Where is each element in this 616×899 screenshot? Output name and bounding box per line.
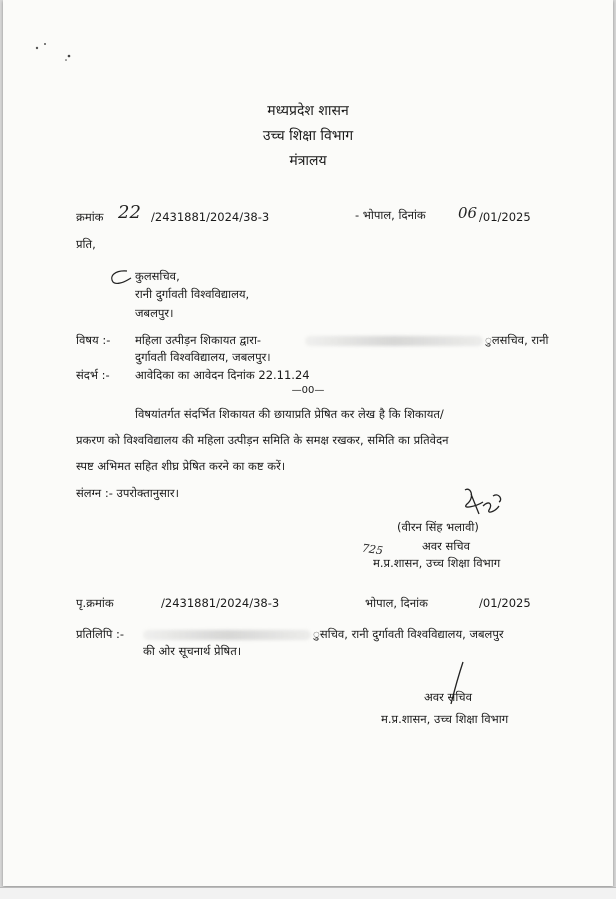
enclosure: संलग्न :- उपरोक्तानुसार।: [76, 486, 179, 500]
initial-mark: 725: [361, 541, 384, 558]
document-page: [3, 0, 613, 886]
ref-label: क्रमांक: [76, 210, 104, 224]
subject-line2: दुर्गावती विश्वविद्यालय, जबलपुर।: [135, 350, 271, 364]
prati-label: प्रति,: [76, 237, 96, 251]
page-bottom-edge: [0, 887, 616, 899]
signatory-designation: अवर सचिव: [422, 539, 470, 553]
endorsement-label: पृ.क्रमांक: [76, 596, 114, 610]
separator: —00—: [291, 385, 325, 396]
copy-line2: की ओर सूचनार्थ प्रेषित।: [143, 644, 242, 658]
signatory2-office: म.प्र.शासन, उच्च शिक्षा विभाग: [381, 712, 509, 726]
copy-label: प्रतिलिपि :-: [76, 627, 125, 641]
addressee: कुलसचिव,: [135, 269, 180, 283]
body-line3: स्पष्ट अभिमत सहित शीघ्र प्रेषित करने का कष्ट करें।: [76, 459, 286, 473]
ref-date-handwritten: 06: [458, 204, 478, 222]
endorsement-date: /01/2025: [479, 596, 531, 610]
signatory-name: (वीरन सिंह भलावी): [397, 520, 479, 534]
pen-mark: [107, 268, 137, 288]
subject-line1-start: महिला उत्पीड़न शिकायत द्वारा-: [135, 333, 262, 347]
copy-line1-end: ुसचिव, रानी दुर्गावती विश्वविद्यालय, जबलपुर: [313, 627, 504, 641]
endorsement-place-date-label: भोपाल, दिनांक: [365, 596, 428, 610]
subject-label: विषय :-: [76, 333, 111, 347]
body-line1: विषयांतर्गत संदर्भित शिकायत की छायाप्रति प्रेषित कर लेख है कि शिकायत/: [135, 407, 444, 421]
addressee-city: जबलपुर।: [135, 306, 174, 320]
endorsement-number: /2431881/2024/38-3: [161, 596, 280, 610]
header-line2: उच्च शिक्षा विभाग: [262, 128, 354, 144]
subject-line1-end: ुलसचिव, रानी: [485, 333, 549, 347]
ref-number: /2431881/2024/38-3: [151, 210, 270, 224]
body-line2: प्रकरण को विश्वविद्यालय की महिला उत्पीड़न समिति के समक्ष रखकर, समिति का प्रतिवेदन: [76, 433, 449, 447]
header-line3: मंत्रालय: [289, 153, 327, 169]
reference-label: संदर्भ :-: [76, 368, 110, 382]
scan-specks: [31, 36, 81, 66]
signatory2-designation: अवर सचिव: [424, 690, 472, 704]
reference-text: आवेदिका का आवेदन दिनांक 22.11.24: [135, 368, 310, 382]
redacted-copy-recipient: [143, 630, 311, 640]
addressee-university: रानी दुर्गावती विश्वविद्यालय,: [135, 287, 250, 301]
ref-number-handwritten: 22: [118, 202, 141, 223]
ref-date-rest: /01/2025: [479, 210, 531, 224]
ref-place-date-label: - भोपाल, दिनांक: [355, 208, 426, 222]
header-line1: मध्यप्रदेश शासन: [267, 103, 349, 119]
redacted-name: [305, 336, 483, 346]
signatory-office: म.प्र.शासन, उच्च शिक्षा विभाग: [373, 556, 501, 570]
